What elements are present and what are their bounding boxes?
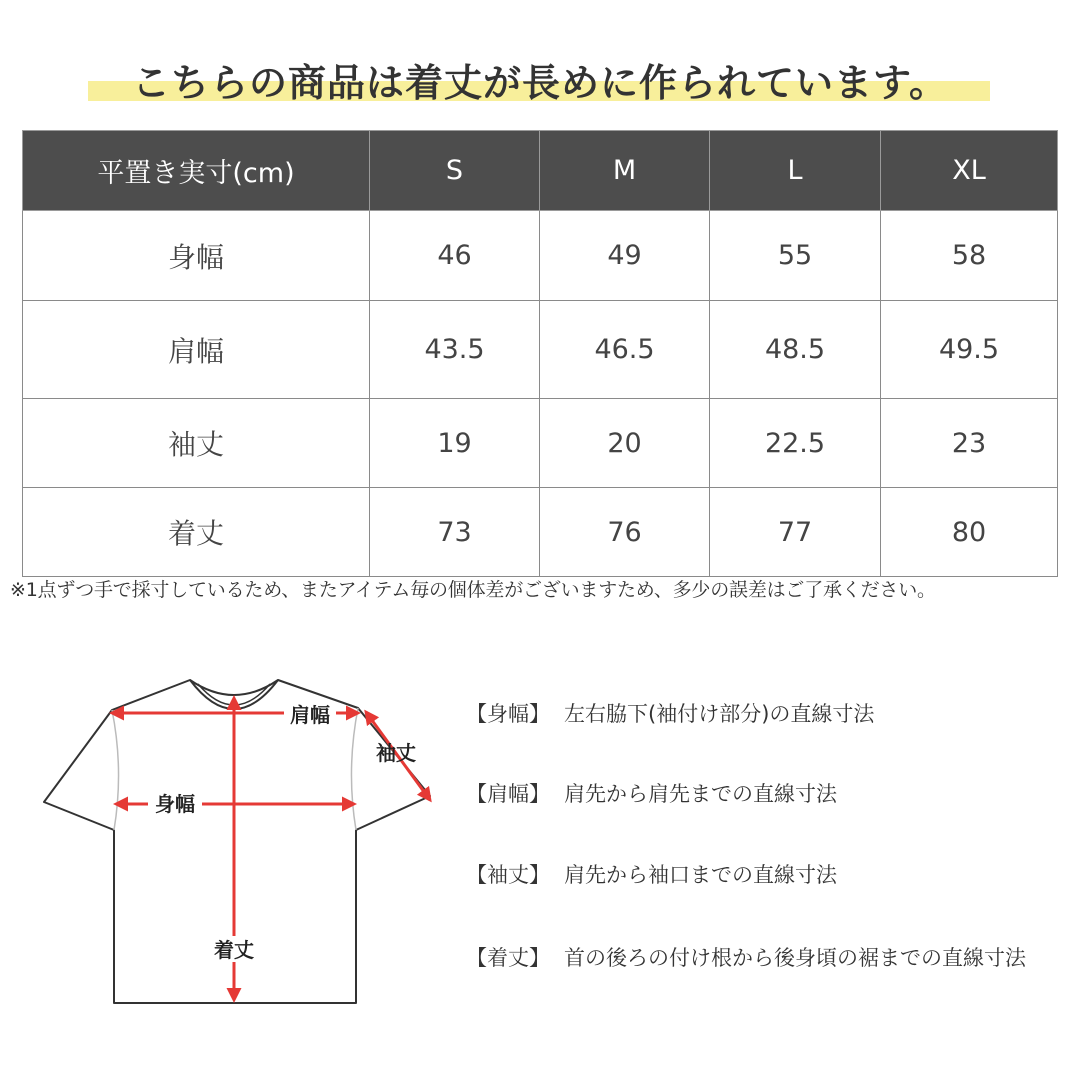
header-cell-s: S xyxy=(370,131,540,211)
table-row xyxy=(23,399,1058,488)
table-row xyxy=(23,301,1058,399)
definition-text: 肩先から肩先までの直線寸法 xyxy=(564,782,837,806)
header-cell-m: M xyxy=(540,131,710,211)
header-cell-l: L xyxy=(710,131,881,211)
tshirt-diagram xyxy=(40,670,460,1020)
table-cell: 73 xyxy=(370,488,540,577)
definition-text: 左右脇下(袖付け部分)の直線寸法 xyxy=(564,702,875,726)
table-cell: 49.5 xyxy=(881,301,1058,399)
definition-item xyxy=(466,778,837,808)
definition-key: 【着丈】 xyxy=(466,946,550,970)
definition-item xyxy=(466,859,837,889)
sleeve-label: 袖丈 xyxy=(376,741,416,765)
table-cell: 76 xyxy=(540,488,710,577)
header-cell-xl: XL xyxy=(881,131,1058,211)
chest-label: 身幅 xyxy=(155,792,195,816)
table-cell: 80 xyxy=(881,488,1058,577)
table-cell: 46.5 xyxy=(540,301,710,399)
row-label: 肩幅 xyxy=(23,301,370,399)
length-label: 着丈 xyxy=(214,938,254,962)
definition-item xyxy=(466,698,874,728)
definition-key: 【肩幅】 xyxy=(466,782,550,806)
table-cell: 20 xyxy=(540,399,710,488)
definition-key: 【身幅】 xyxy=(466,702,550,726)
shoulder-label: 肩幅 xyxy=(290,703,330,727)
table-cell: 22.5 xyxy=(710,399,881,488)
table-cell: 49 xyxy=(540,211,710,301)
table-row xyxy=(23,211,1058,301)
headline-block xyxy=(0,48,1080,108)
table-cell: 48.5 xyxy=(710,301,881,399)
table-header-row xyxy=(23,131,1058,211)
definition-text: 肩先から袖口までの直線寸法 xyxy=(564,863,837,887)
table-cell: 23 xyxy=(881,399,1058,488)
row-label: 着丈 xyxy=(23,488,370,577)
definition-item xyxy=(466,942,1026,972)
measurement-note: ※1点ずつ手で採寸しているため、またアイテム毎の個体差がございますため、多少の誤差はご了承ください。 xyxy=(10,579,936,601)
table-cell: 46 xyxy=(370,211,540,301)
table-row xyxy=(23,488,1058,577)
table-cell: 55 xyxy=(710,211,881,301)
table-cell: 58 xyxy=(881,211,1058,301)
table-cell: 77 xyxy=(710,488,881,577)
definition-text: 首の後ろの付け根から後身頃の裾までの直線寸法 xyxy=(564,946,1026,970)
definition-key: 【袖丈】 xyxy=(466,863,550,887)
row-label: 身幅 xyxy=(23,211,370,301)
table-cell: 19 xyxy=(370,399,540,488)
row-label: 袖丈 xyxy=(23,399,370,488)
size-table xyxy=(22,130,1058,577)
header-cell-measure: 平置き実寸(cm) xyxy=(23,131,370,211)
headline: こちらの商品は着丈が長めに作られています。 xyxy=(132,61,948,105)
table-cell: 43.5 xyxy=(370,301,540,399)
